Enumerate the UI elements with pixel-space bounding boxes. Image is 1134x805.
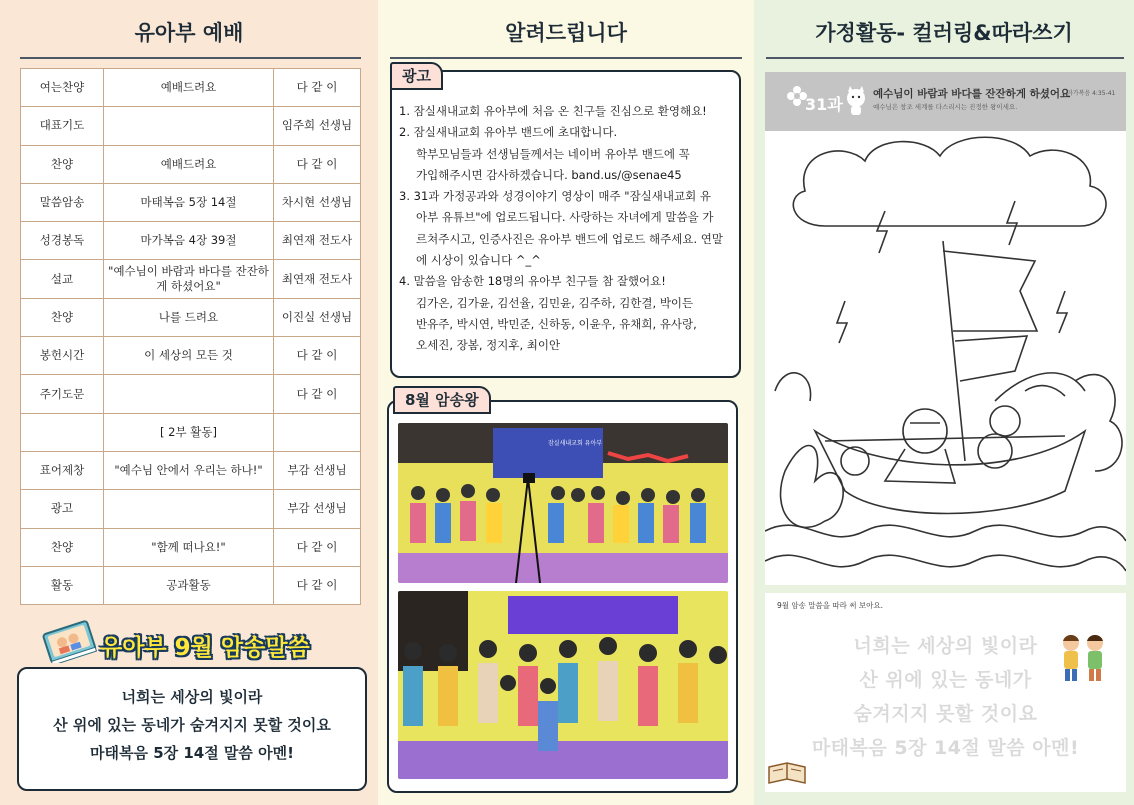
content-cell [104,107,274,145]
leader-cell [274,413,361,451]
notice-line: 르쳐주시고, 인증사진은 유아부 밴드에 업로드 해주세요. 연말 [416,231,723,246]
notice-line: 4. 말씀을 암송한 18명의 유아부 친구들 참 잘했어요! [399,274,666,289]
table-row [21,183,361,221]
leader-cell: 다 같 이 [274,375,361,413]
leader-cell: 다 같 이 [274,69,361,107]
leader-cell: 최연재 전도사 [274,260,361,298]
coloring-sheet [765,72,1126,585]
notice-tag: 광고 [390,62,443,90]
table-row [21,528,361,566]
leader-cell: 다 같 이 [274,145,361,183]
tracing-instruction: 9월 암송 말씀을 따라 써 보아요. [777,601,884,610]
part-cell: 주기도문 [21,375,104,413]
leader-cell: 부감 선생님 [274,490,361,528]
cat-mascot-icon [843,86,869,116]
content-cell: 마가복음 4장 39절 [104,222,274,260]
content-cell: [ 2부 활동] [104,413,274,451]
notice-line: 오세진, 장봄, 정지후, 최이안 [416,338,561,353]
tracing-line-3: 숨겨지지 못할 것이요 [853,703,1038,725]
leader-cell: 다 같 이 [274,528,361,566]
title-divider [20,57,361,59]
coloring-illustration [765,131,1126,585]
notice-line: 반유주, 박시연, 박민준, 신하동, 이윤우, 유채희, 유사랑, [416,316,697,331]
part-cell: 찬양 [21,298,104,336]
award-tag: 8월 암송왕 [393,386,491,414]
flower-icon [787,86,807,106]
table-row [21,337,361,375]
part-cell: 표어제창 [21,451,104,489]
memory-line-3: 마태복음 5장 14절 말씀 아멘! [90,744,294,762]
content-cell: "예수님 안에서 우리는 하나!" [104,451,274,489]
part-cell: 찬양 [21,528,104,566]
table-row [21,298,361,336]
leader-cell: 다 같 이 [274,566,361,604]
part-cell [21,413,104,451]
leader-cell: 차시현 선생님 [274,183,361,221]
part-cell: 찬양 [21,145,104,183]
memory-verse-title: 유아부 9월 암송말씀 [100,635,310,661]
worship-order-table [20,68,361,605]
lesson-number: 31과 [805,95,843,114]
leader-cell: 부감 선생님 [274,451,361,489]
leader-cell: 다 같 이 [274,337,361,375]
award-photos-box [387,400,738,793]
lesson-reference: 마가복음 4:35-41 [1067,90,1116,97]
leader-cell: 이진실 선생님 [274,298,361,336]
lesson-title: 예수님이 바람과 바다를 잔잔하게 하셨어요 [873,88,1071,100]
notice-line: 3. 31과 가정공과와 성경이야기 영상이 매주 "잠실새내교회 유 [399,189,711,204]
part-cell: 설교 [21,260,104,298]
notice-line: 가입해주시면 감사하겠습니다. band.us/@senae45 [416,167,682,182]
part-cell: 봉헌시간 [21,337,104,375]
content-cell: 이 세상의 모든 것 [104,337,274,375]
tracing-sheet [765,593,1126,792]
table-row [21,566,361,604]
title-divider [390,57,742,59]
content-cell [104,490,274,528]
title-divider [766,57,1124,59]
table-row [21,413,361,451]
notice-list [399,101,737,357]
notice-line: 김가온, 김가윤, 김선율, 김민윤, 김주하, 김한결, 박이든 [416,295,694,310]
part-cell: 여는찬양 [21,69,104,107]
memory-line-2: 산 위에 있는 동네가 숨겨지지 못할 것이요 [53,716,331,734]
leader-cell: 임주희 선생님 [274,107,361,145]
table-row [21,222,361,260]
coloring-header [765,72,1126,131]
part-cell: 성경봉독 [21,222,104,260]
leader-cell: 최연재 전도사 [274,222,361,260]
worship-title: 유아부 예배 [134,21,244,45]
home-activity-title: 가정활동- 컬러링&따라쓰기 [815,21,1073,45]
content-cell: 나를 드려요 [104,298,274,336]
bible-book-icon [40,619,98,663]
part-cell: 광고 [21,490,104,528]
table-row [21,451,361,489]
content-cell: 마태복음 5장 14절 [104,183,274,221]
tracing-line-1: 너희는 세상의 빛이라 [853,635,1038,657]
table-row [21,260,361,298]
notice-title: 알려드립니다 [505,21,627,45]
award-photo-2 [398,591,728,779]
notice-line: 1. 잠실새내교회 유아부에 처음 온 친구들 진심으로 환영해요! [399,104,707,118]
part-cell: 말씀암송 [21,183,104,221]
award-photo-1 [398,423,728,583]
notice-box [390,70,741,378]
lesson-subtitle: 예수님은 창조 세계를 다스리시는 진정한 왕이세요. [873,103,1018,111]
content-cell: 공과활동 [104,566,274,604]
memory-verse-box [17,667,367,791]
table-row [21,107,361,145]
table-row [21,375,361,413]
content-cell: "함께 떠나요!" [104,528,274,566]
notice-line: 2. 잠실새내교회 유아부 밴드에 초대합니다. [399,125,618,140]
content-cell: 예배드려요 [104,69,274,107]
open-book-icon [767,759,807,787]
content-cell [104,375,274,413]
screen-text: 잠실새내교회 유아부 [548,440,603,447]
content-cell: 예배드려요 [104,145,274,183]
notice-line: 학부모님들과 선생님들께서는 네이버 유아부 밴드에 꼭 [416,146,690,161]
notice-line: 아부 유튜브"에 업로드됩니다. 사랑하는 자녀에게 말씀을 가 [416,210,714,225]
tracing-line-4: 마태복음 5장 14절 말씀 아멘! [811,737,1080,759]
tracing-line-2: 산 위에 있는 동네가 [859,669,1032,691]
table-row [21,69,361,107]
part-cell: 활동 [21,566,104,604]
memory-line-1: 너희는 세상의 빛이라 [121,688,263,706]
kids-illustration-icon [1055,629,1111,685]
table-row [21,145,361,183]
memory-verse-header [40,617,340,667]
content-cell: "예수님이 바람과 바다를 잔잔하게 하셨어요" [104,260,274,298]
notice-line: 에 시상이 있습니다 ^_^ [416,253,541,268]
table-row [21,490,361,528]
part-cell: 대표기도 [21,107,104,145]
